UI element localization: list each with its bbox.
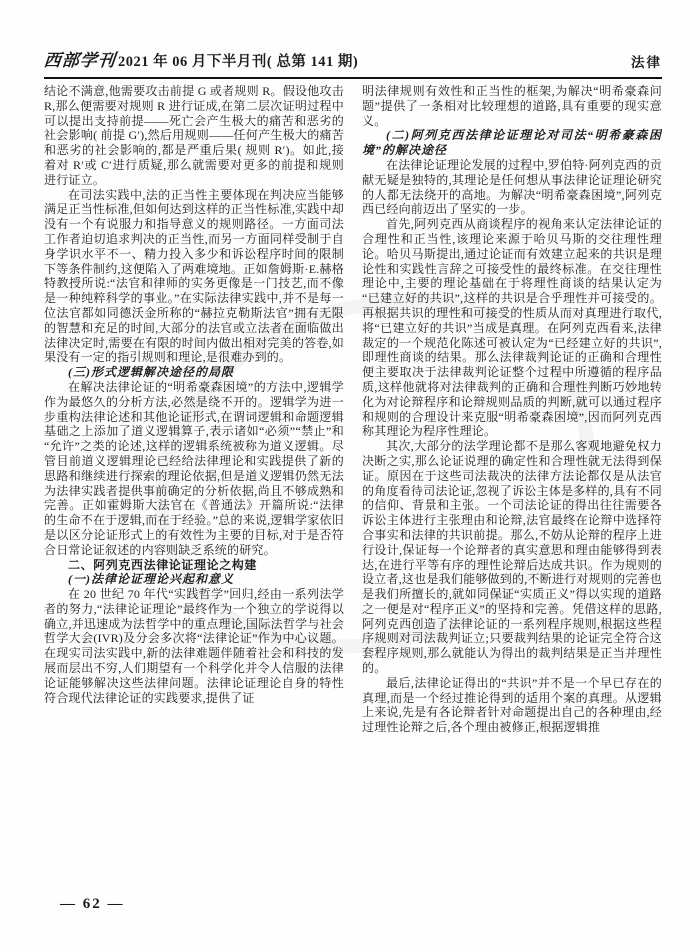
masthead	[44, 46, 358, 71]
right-column	[362, 84, 662, 880]
paragraph: 最后,法律论证得出的“共识”并不是一个早已存在的真理,而是一个经过推论得到的适用个案的真理。从逻辑上来说,先是有各论辩者针对命题提出自己的各种理由,经过理性论辩之后,各个理由被修正,根据逻辑推	[362, 675, 662, 735]
page-header	[44, 46, 662, 79]
paragraph: 在 20 世纪 70 年代“实践哲学”回归,经由一系列法学者的努力,“法律论证理论”最终作为一个独立的学说得以确立,并迅速成为法哲学中的重点理论,国际法哲学与社会哲学大会(IVR)及分会多次将“法律论证”作为中心议题。在现实司法实践中,新的法律难题伴随着社会和科技的发展而层出不穷,人们期望有一个科学化并令人信服的法律论证能够解决这些法律问题。法律论证理论自身的特性符合现代法律论证的实践要求,提供了证	[44, 587, 344, 705]
paragraph: 结论不满意,他需要攻击前提 G 或者规则 R。假设他攻击 R,那么便需要对规则 R 进行证成,在第二层次证明过程中可以提出支持前提——死亡会产生极大的痛苦和恶劣的社会影响( 前提 G′),然后用规则——任何产生极大的痛苦和恶劣的社会影响的,都是严重后果( 规则 R′)。如此,接着对 R′或 C′进行质疑,那么就需要对更多的前提和规则进行证立。	[44, 84, 344, 187]
article-body	[44, 84, 662, 880]
subsection-heading: (二)阿列克西法律论证理论对司法“明希豪森困境”的解决途径	[362, 128, 662, 158]
left-column	[44, 84, 344, 880]
subsection-heading: (三)形式逻辑解决途径的局限	[68, 365, 234, 380]
journal-logo: 西部学刊	[42, 51, 117, 70]
paragraph: 在解决法律论证的“明希豪森困境”的方法中,逻辑学作为最悠久的分析方法,必然是绕不开的。逻辑学为进一步重构法律论述和其他论证形式,在谓词逻辑和命题逻辑基础之上添加了道义逻辑算子,表示诸如“必须”“禁止”和“允许”之类的论述,这样的逻辑系统被称为道义逻辑。尽管目前道义逻辑理论已经给法律理论和实践提供了新的思路和继续进行探索的理论依据,但是道义逻辑仍然无法为法律实践者提供事前确定的分析依据,尚且不够成熟和完善。正如霍姆斯大法官在《普通法》开篇所说:“法律的生命不在于逻辑,而在于经验。”总的来说,逻辑学家依旧是以区分论证形式上的有效性为主要的目标,对于是否符合日常论证叙述的内容则缺乏系统的研究。	[44, 379, 344, 557]
paragraph: 在司法实践中,法的正当性主要体现在判决应当能够满足正当性标准,但如何达到这样的正当性标准,实践中却没有一个有说服力和指导意义的规则路径。一方面司法工作者迫切追求判决的正当性,而另一方面同样受制于自身学识水平不一、精力投入多少和诉讼程序时间的限制下等条件制约,这便陷入了两难境地。正如詹姆斯·E.赫格特教授所说:“法官和律师的实务更像是一门技艺,而不像是一种纯粹科学的事业。”在实际法律实践中,并不是每一位法官都如同德沃金所称的“赫拉克勒斯法官”拥有无限的智慧和充足的时间,大部分的法官或立法者在面临做出法律决定时,需要在有限的时间内做出相对完美的答卷,如果没有一定的指引规则和理论,是很难办到的。	[44, 187, 344, 365]
issue-info: 2021 年 06 月下半月刊( 总第 141 期)	[118, 54, 359, 70]
paragraph: 在法律论证理论发展的过程中,罗伯特·阿列克西的贡献无疑是独特的,其理论是任何想从事法律论证理论研究的人都无法绕开的高地。为解决“明希豪森困境”,阿列克西已经向前迈出了坚实的一步。	[362, 157, 662, 217]
section-label: 法律	[631, 55, 662, 70]
paragraph: 首先,阿列克西从商谈程序的视角来认定法律论证的合理性和正当性,该理论来源于哈贝马斯的交往理性理论。哈贝马斯提出,通过论证而有效建立起来的共识是理论性和实践性言辞之可接受性的最终标准。在交往理性理论中,主要的理论基础在于将理性商谈的结果认定为“已建立好的共识”,这样的共识是合乎理性并可接受的。再根据共识的理性和可接受的性质从而对真理进行取代,将“已建立好的共识”当成是真理。在阿列克西看来,法律裁定的一个规范化陈述可被认定为“已经建立好的共识”,即理性商谈的结果。那么法律裁判论证的正确和合理性便主要取决于法律裁判论证整个过程中所遵循的程序品质,这样他就将对法律裁判的正确和合理性判断巧妙地转化为对论辩程序和论辩规则品质的判断,就可以通过程序和规则的合理设计来克服“明希豪森困境”,因而阿列克西称其理论为程序性理论。	[362, 217, 662, 439]
paragraph: 其次,大部分的法学理论都不是那么客观地避免权力决断之实,那么论证说理的确定性和合理性就无法得到保证。原因在于这些司法裁决的法律方法论都仅是从法官的角度看待司法论证,忽视了诉讼主体是多样的,具有不同的信仰、背景和主张。一个司法论证的得出往往需要各诉讼主体进行主张理由和论辩,法官最终在论辩中选择符合事实和法律的共识前提。那么,不妨从论辩的程序上进行设计,保证每一个论辩者的真实意思和理由能够得到表达,在进行平等有序的理性论辩后达成共识。作为规则的设立者,这也是我们能够做到的,不断进行对规则的完善也是我们所擅长的,就如同保证“实质正义”得以实现的道路之一便是对“程序正义”的坚持和完善。凭借这样的思路,阿列克西创造了法律论证的一系列程序规则,根据这些程序规则对司法裁判证立;只要裁判结果的论证完全符合这套程序规则,那么就能认为得出的裁判结果是正当并理性的。	[362, 439, 662, 676]
subsection-heading: (一)法律论证理论兴起和意义	[68, 572, 234, 587]
paragraph: 明法律规则有效性和正当性的框架,为解决“明希豪森问题”提供了一条相对比较理想的道路,具有重要的现实意义。	[362, 84, 662, 128]
page-number: — 62 —	[60, 896, 125, 912]
section-heading: 二、阿列克西法律论证理论之构建	[68, 557, 258, 572]
